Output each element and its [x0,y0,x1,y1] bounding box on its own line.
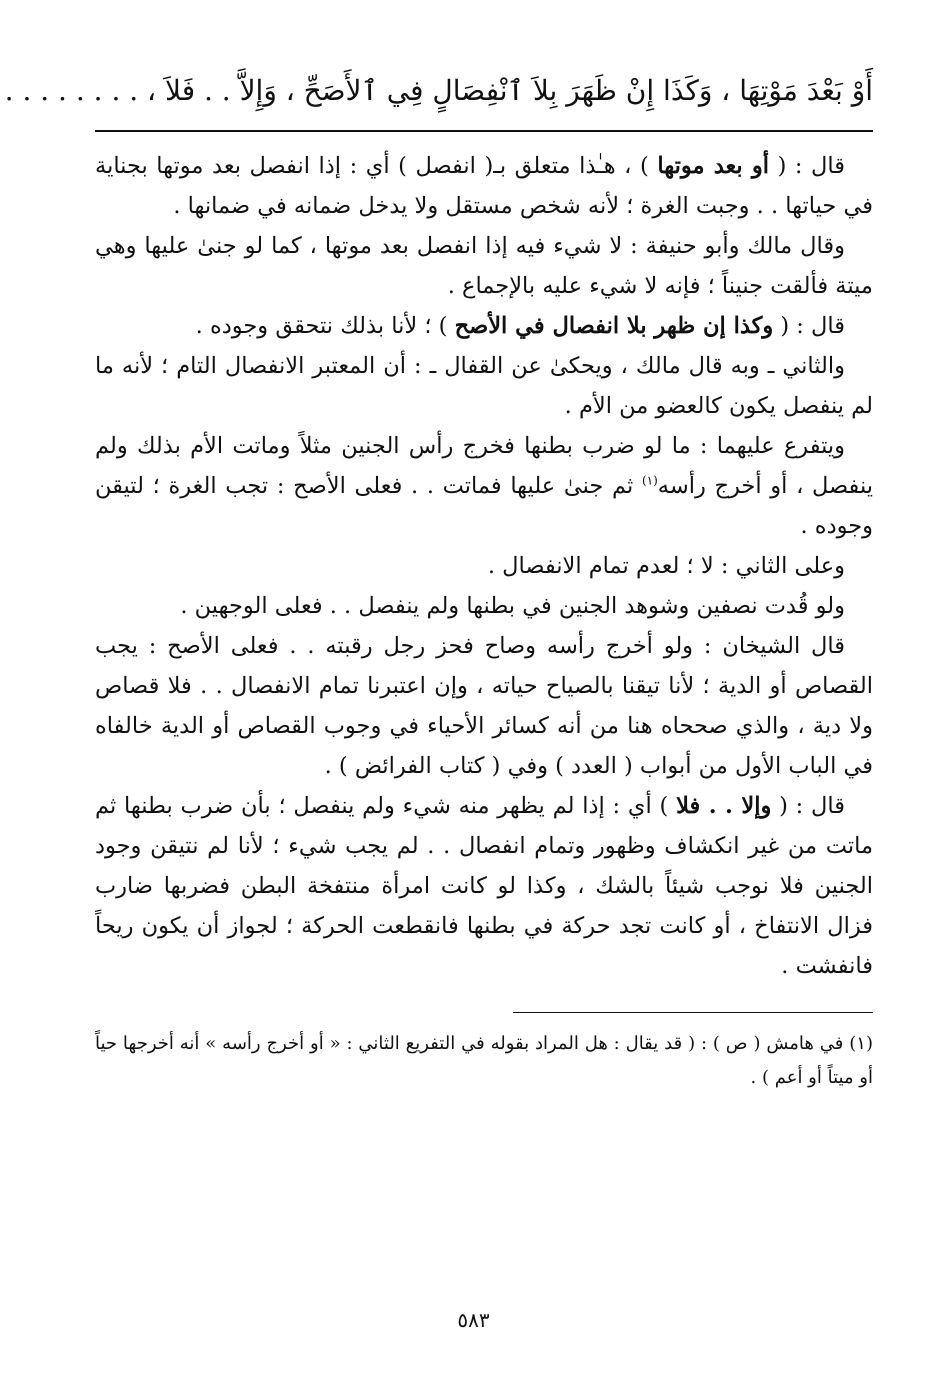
paragraph-3-intro: قال : ( [773,313,845,339]
paragraph-3-rest: ) ؛ لأنا بذلك نتحقق وجوده . [195,313,455,339]
paragraph-4: والثاني ـ وبه قال مالك ، ويحكىٰ عن القفال ـ : أن المعتبر الانفصال التام ؛ لأنه ما لم ينفصل يكون كالعضو من الأم . [95,353,873,419]
footnote-rule [513,1012,873,1013]
paragraph-1-intro: قال : ( [769,153,846,179]
paragraph-5 [95,426,873,546]
paragraph-1-rest: ) ، هـٰذا متعلق بـ( انفصل ) أي : إذا انفصل بعد موتها بجناية في حياتها . . وجبت الغرة ؛ لأنه شخص مستقل ولا يدخل ضمانه في ضمانها . [95,153,873,219]
paragraph-8: قال الشيخان : ولو أخرج رأسه وصاح فحز رجل رقبته . . فعلى الأصح : يجب القصاص أو الدية ؛ لأنا تيقنا بالصياح حياته ، وإن اعتبرنا تمام الانفصال . . فلا قصاص ولا دية ، والذي صححاه هنا من أنه كسائر الأحياء في وجوب القصاص أو الدية خالفاه في الباب الأول من أبواب ( العدد ) وفي ( كتاب الفرائض ) . [95,633,873,779]
paragraph-3 [95,306,873,346]
paragraph-2: وقال مالك وأبو حنيفة : لا شيء فيه إذا انفصل بعد موتها ، كما لو جنىٰ عليها وهي ميتة فألقت جنيناً ؛ فإنه لا شيء عليه بالإجماع . [95,233,873,299]
matn-line: أَوْ بَعْدَ مَوْتِهَا ، وَكَذَا إِنْ ظَهَرَ بِلاَ ٱنْفِصَالٍ فِي ٱلأَصَحِّ ، وَإِلاَّ . . فَلاَ ، . . . . . . . . [4,74,873,107]
paragraph-9-rest: ) أي : إذا لم يظهر منه شيء ولم ينفصل ؛ بأن ضرب بطنها ثم ماتت من غير انكشاف وظهور وتمام انفصال . . لم يجب شيء ؛ لأنا لم نتيقن وجود الجنين فلا نوجب شيئاً بالشك ، وكذا لو كانت امرأة منتفخة البطن فضربها ضارب فزال الانتفاخ ، أو كانت تجد حركة في بطنها فانقطعت الحركة ؛ لجواز أن يكون ريحاً فانفشت . [95,793,873,979]
paragraph-9 [95,786,873,986]
quoted-matn-2: وكذا إن ظهر بلا انفصال في الأصح [454,313,774,339]
footnote [95,1027,873,1095]
header-rule [95,130,873,132]
quoted-matn-3: وإلا . . فلا [676,793,772,819]
footnote-marker: (١) [849,1033,873,1054]
footnote-reference[interactable]: (١) [641,473,658,488]
page-number: ٥٨٣ [457,1308,490,1332]
footnote-text: في هامش ( ص ) : ( قد يقال : هل المراد بقوله في التفريع الثاني : « أو أخرج رأسه » أنه أخرجها حياً أو ميتاً أو أعم ) . [95,1033,873,1088]
paragraph-6: وعلى الثاني : لا ؛ لعدم تمام الانفصال . [487,553,845,579]
paragraph-7: ولو قُدت نصفين وشوهد الجنين في بطنها ولم ينفصل . . فعلى الوجهين . [180,593,845,619]
paragraph-1 [95,146,873,226]
paragraph-9-intro: قال : ( [771,793,845,819]
paragraph-5-rest: ثم جنىٰ عليها فماتت . . فعلى الأصح : تجب الغرة ؛ لتيقن وجوده . [95,473,873,539]
quoted-matn-1: أو بعد موتها [657,153,770,179]
commentary-body [95,146,873,986]
book-page [4,70,873,1370]
paragraph-5-start: ويتفرع عليهما : ما لو ضرب بطنها فخرج رأس الجنين مثلاً وماتت الأم بذلك ولم ينفصل ، أو أخرج رأسه [95,433,873,499]
